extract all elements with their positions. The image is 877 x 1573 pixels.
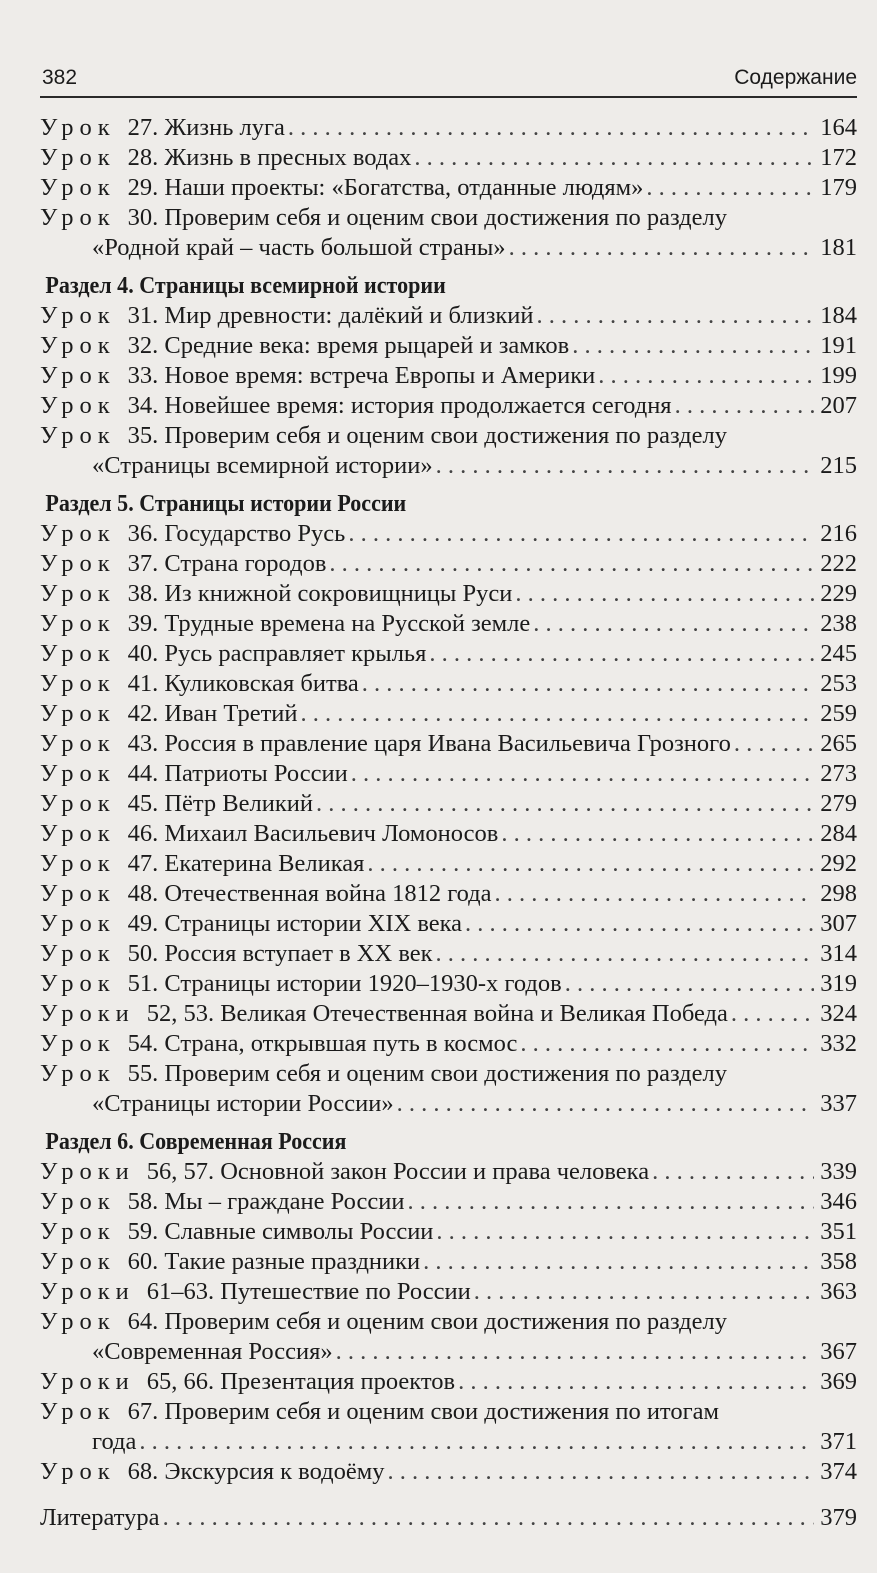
lesson-label: Уроки: [40, 1278, 135, 1305]
page-ref: 191: [820, 332, 857, 359]
dot-leader: [397, 1089, 814, 1119]
page-ref: 332: [820, 1030, 857, 1057]
page-ref: 207: [820, 392, 857, 419]
lesson-label: Урок: [40, 910, 116, 937]
lesson-label: Урок: [40, 1458, 116, 1485]
lesson-label: Урок: [40, 144, 116, 171]
page-ref: 314: [820, 940, 857, 967]
toc-entry-continuation: [40, 1427, 857, 1457]
page-ref: 222: [820, 550, 857, 577]
dot-leader: [501, 819, 814, 849]
lesson-label: Урок: [40, 850, 116, 877]
toc-entry: [40, 669, 857, 699]
page-ref: 215: [820, 452, 857, 479]
lesson-label: Уроки: [40, 1000, 135, 1027]
page-ref: 374: [820, 1458, 857, 1485]
dot-leader: [288, 113, 814, 143]
toc-entry-continuation: [40, 1337, 857, 1367]
page-ref: 181: [820, 234, 857, 261]
entry-title: 31. Мир древности: далёкий и близкий: [127, 302, 534, 329]
entry-title: 68. Экскурсия к водоёму: [127, 1458, 385, 1485]
page-ref: 229: [820, 580, 857, 607]
entry-title: 38. Из книжной сокровищницы Руси: [127, 580, 513, 607]
entry-title: 28. Жизнь в пресных водах: [127, 144, 412, 171]
dot-leader: [652, 1157, 814, 1187]
toc-entry: [40, 939, 857, 969]
lesson-label: Урок: [40, 580, 116, 607]
entry-title: «Современная Россия»: [92, 1338, 333, 1365]
entry-title: 67. Проверим себя и оценим свои достижения по итогам: [127, 1398, 719, 1425]
dot-leader: [408, 1187, 814, 1217]
dot-leader: [474, 1277, 814, 1307]
toc-entry: [40, 1503, 857, 1533]
dot-leader: [336, 1337, 814, 1367]
toc-entry: [40, 579, 857, 609]
toc-entry: [40, 331, 857, 361]
page-ref: 369: [820, 1368, 857, 1395]
entry-title: 45. Пётр Великий: [127, 790, 313, 817]
toc-entry: [40, 1059, 857, 1089]
page-ref: 298: [820, 880, 857, 907]
page-ref: 346: [820, 1188, 857, 1215]
lesson-label: Урок: [40, 880, 116, 907]
entry-title: 51. Страницы истории 1920–1930-х годов: [127, 970, 562, 997]
dot-leader: [731, 999, 814, 1029]
entry-title: 47. Екатерина Великая: [127, 850, 365, 877]
toc-entry: [40, 519, 857, 549]
page-ref: 337: [820, 1090, 857, 1117]
table-of-contents: [40, 113, 857, 1533]
toc-entry: [40, 609, 857, 639]
lesson-label: Урок: [40, 550, 116, 577]
lesson-label: Урок: [40, 1030, 116, 1057]
toc-entry: [40, 1217, 857, 1247]
toc-entry: [40, 1367, 857, 1397]
running-head: Содержание: [734, 66, 857, 89]
page-ref: 351: [820, 1218, 857, 1245]
lesson-label: Урок: [40, 730, 116, 757]
toc-entry: [40, 909, 857, 939]
entry-title: 58. Мы – граждане России: [127, 1188, 405, 1215]
page-number: 382: [42, 66, 78, 89]
toc-entry: [40, 113, 857, 143]
toc-entry: [40, 879, 857, 909]
entry-title: 49. Страницы истории XIX века: [127, 910, 463, 937]
lesson-label: Урок: [40, 640, 116, 667]
entry-title: 29. Наши проекты: «Богатства, отданные людям»: [127, 174, 644, 201]
lesson-label: Урок: [40, 302, 116, 329]
entry-title: 42. Иван Третий: [127, 700, 298, 727]
lesson-label: Урок: [40, 1060, 116, 1087]
lesson-label: Урок: [40, 1188, 116, 1215]
dot-leader: [163, 1503, 814, 1533]
entry-title: 41. Куликовская битва: [127, 670, 359, 697]
page-ref: 339: [820, 1158, 857, 1185]
page-ref: 371: [820, 1428, 857, 1455]
page-header: [40, 62, 857, 98]
entry-title: 27. Жизнь луга: [127, 114, 285, 141]
dot-leader: [734, 729, 814, 759]
page-ref: 179: [820, 174, 857, 201]
dot-leader: [520, 1029, 814, 1059]
lesson-label: Урок: [40, 820, 116, 847]
dot-leader: [387, 1457, 814, 1487]
toc-entry-continuation: [40, 451, 857, 481]
dot-leader: [414, 143, 814, 173]
entry-title: 40. Русь расправляет крылья: [127, 640, 427, 667]
entry-title: 44. Патриоты России: [127, 760, 348, 787]
dot-leader: [646, 173, 814, 203]
entry-title: 33. Новое время: встреча Европы и Америки: [127, 362, 596, 389]
dot-leader: [423, 1247, 814, 1277]
lesson-label: Урок: [40, 392, 116, 419]
page-ref: 363: [820, 1278, 857, 1305]
lesson-label: Урок: [40, 1248, 116, 1275]
lesson-label: Урок: [40, 1308, 116, 1335]
entry-title: «Родной край – часть большой страны»: [92, 234, 506, 261]
lesson-label: Урок: [40, 174, 116, 201]
dot-leader: [139, 1427, 814, 1457]
toc-entry: [40, 301, 857, 331]
dot-leader: [429, 639, 814, 669]
toc-entry: [40, 143, 857, 173]
toc-entry-continuation: [40, 1089, 857, 1119]
toc-entry: [40, 1247, 857, 1277]
dot-leader: [436, 1217, 814, 1247]
entry-title: 32. Средние века: время рыцарей и замков: [127, 332, 570, 359]
toc-entry: [40, 1277, 857, 1307]
lesson-label: Урок: [40, 940, 116, 967]
toc-entry: [40, 1187, 857, 1217]
entry-title: 34. Новейшее время: история продолжается сегодня: [127, 392, 672, 419]
page-ref: 358: [820, 1248, 857, 1275]
toc-entry: [40, 1457, 857, 1487]
lesson-label: Урок: [40, 422, 116, 449]
lesson-label: Урок: [40, 520, 116, 547]
lesson-label: Урок: [40, 670, 116, 697]
entry-title: 65, 66. Презентация проектов: [146, 1368, 456, 1395]
lesson-label: Урок: [40, 332, 116, 359]
page-ref: 265: [820, 730, 857, 757]
dot-leader: [495, 879, 814, 909]
dot-leader: [316, 789, 814, 819]
toc-entry: [40, 759, 857, 789]
dot-leader: [329, 549, 814, 579]
entry-title: 50. Россия вступает в XX век: [127, 940, 433, 967]
entry-title: «Страницы истории России»: [92, 1090, 394, 1117]
page-ref: 216: [820, 520, 857, 547]
lesson-label: Уроки: [40, 1368, 135, 1395]
entry-title: 46. Михаил Васильевич Ломоносов: [127, 820, 499, 847]
page-ref: 273: [820, 760, 857, 787]
toc-entry: [40, 1029, 857, 1059]
lesson-label: Урок: [40, 760, 116, 787]
page-ref: 324: [820, 1000, 857, 1027]
entry-title: 48. Отечественная война 1812 года: [127, 880, 492, 907]
toc-entry: [40, 729, 857, 759]
dot-leader: [465, 909, 814, 939]
entry-title: 54. Страна, открывшая путь в космос: [127, 1030, 518, 1057]
lesson-label: Урок: [40, 700, 116, 727]
entry-title: 37. Страна городов: [127, 550, 327, 577]
lesson-label: Урок: [40, 610, 116, 637]
toc-entry: [40, 549, 857, 579]
lesson-label: Урок: [40, 790, 116, 817]
dot-leader: [537, 301, 814, 331]
toc-entry: [40, 203, 857, 233]
dot-leader: [509, 233, 814, 263]
entry-title: 30. Проверим себя и оценим свои достижения по разделу: [127, 204, 727, 231]
entry-title: 39. Трудные времена на Русской земле: [127, 610, 531, 637]
page-ref: 245: [820, 640, 857, 667]
dot-leader: [351, 759, 814, 789]
toc-entry: [40, 361, 857, 391]
lesson-label: Урок: [40, 1398, 116, 1425]
toc-entry: [40, 969, 857, 999]
entry-title: 56, 57. Основной закон России и права человека: [146, 1158, 650, 1185]
toc-gap: [40, 1487, 857, 1503]
toc-entry: [40, 699, 857, 729]
lesson-label: Урок: [40, 114, 116, 141]
lesson-label: Уроки: [40, 1158, 135, 1185]
page-ref: 379: [820, 1504, 857, 1531]
entry-title: 61–63. Путешествие по России: [146, 1278, 471, 1305]
dot-leader: [572, 331, 814, 361]
page-ref: 367: [820, 1338, 857, 1365]
page-ref: 172: [820, 144, 857, 171]
lesson-label: Урок: [40, 362, 116, 389]
dot-leader: [362, 669, 814, 699]
entry-title: «Страницы всемирной истории»: [92, 452, 433, 479]
lesson-label: Урок: [40, 204, 116, 231]
entry-title: 55. Проверим себя и оценим свои достижения по разделу: [127, 1060, 727, 1087]
dot-leader: [458, 1367, 814, 1397]
toc-entry: [40, 999, 857, 1029]
toc-entry: [40, 789, 857, 819]
entry-title: 59. Славные символы России: [127, 1218, 434, 1245]
page-ref: 238: [820, 610, 857, 637]
entry-title: Литература: [40, 1504, 160, 1531]
toc-entry: [40, 849, 857, 879]
section-heading: Раздел 6. Современная Россия: [45, 1128, 347, 1155]
toc-entry: [40, 819, 857, 849]
page-ref: 184: [820, 302, 857, 329]
page-ref: 319: [820, 970, 857, 997]
toc-entry: [40, 421, 857, 451]
toc-entry: [40, 1397, 857, 1427]
page-ref: 307: [820, 910, 857, 937]
page-ref: 279: [820, 790, 857, 817]
page-ref: 253: [820, 670, 857, 697]
toc-entry-continuation: [40, 233, 857, 263]
dot-leader: [436, 451, 814, 481]
toc-entry: [40, 1307, 857, 1337]
entry-title: 64. Проверим себя и оценим свои достижения по разделу: [127, 1308, 727, 1335]
dot-leader: [565, 969, 814, 999]
toc-entry: [40, 639, 857, 669]
dot-leader: [675, 391, 814, 421]
entry-title: 52, 53. Великая Отечественная война и Великая Победа: [146, 1000, 728, 1027]
entry-title: года: [92, 1428, 137, 1455]
section-heading: Раздел 4. Страницы всемирной истории: [45, 272, 446, 299]
section-heading: Раздел 5. Страницы истории России: [45, 490, 407, 517]
entry-title: 43. Россия в правление царя Ивана Васильевича Грозного: [127, 730, 731, 757]
dot-leader: [598, 361, 814, 391]
lesson-label: Урок: [40, 1218, 116, 1245]
toc-entry: [40, 173, 857, 203]
page-ref: 199: [820, 362, 857, 389]
dot-leader: [367, 849, 814, 879]
entry-title: 36. Государство Русь: [127, 520, 346, 547]
dot-leader: [348, 519, 814, 549]
page-ref: 259: [820, 700, 857, 727]
dot-leader: [301, 699, 815, 729]
dot-leader: [515, 579, 814, 609]
entry-title: 60. Такие разные праздники: [127, 1248, 421, 1275]
toc-entry: [40, 1157, 857, 1187]
page-ref: 292: [820, 850, 857, 877]
entry-title: 35. Проверим себя и оценим свои достижения по разделу: [127, 422, 727, 449]
dot-leader: [436, 939, 814, 969]
toc-entry: [40, 391, 857, 421]
lesson-label: Урок: [40, 970, 116, 997]
page-ref: 284: [820, 820, 857, 847]
dot-leader: [533, 609, 814, 639]
page-ref: 164: [820, 114, 857, 141]
